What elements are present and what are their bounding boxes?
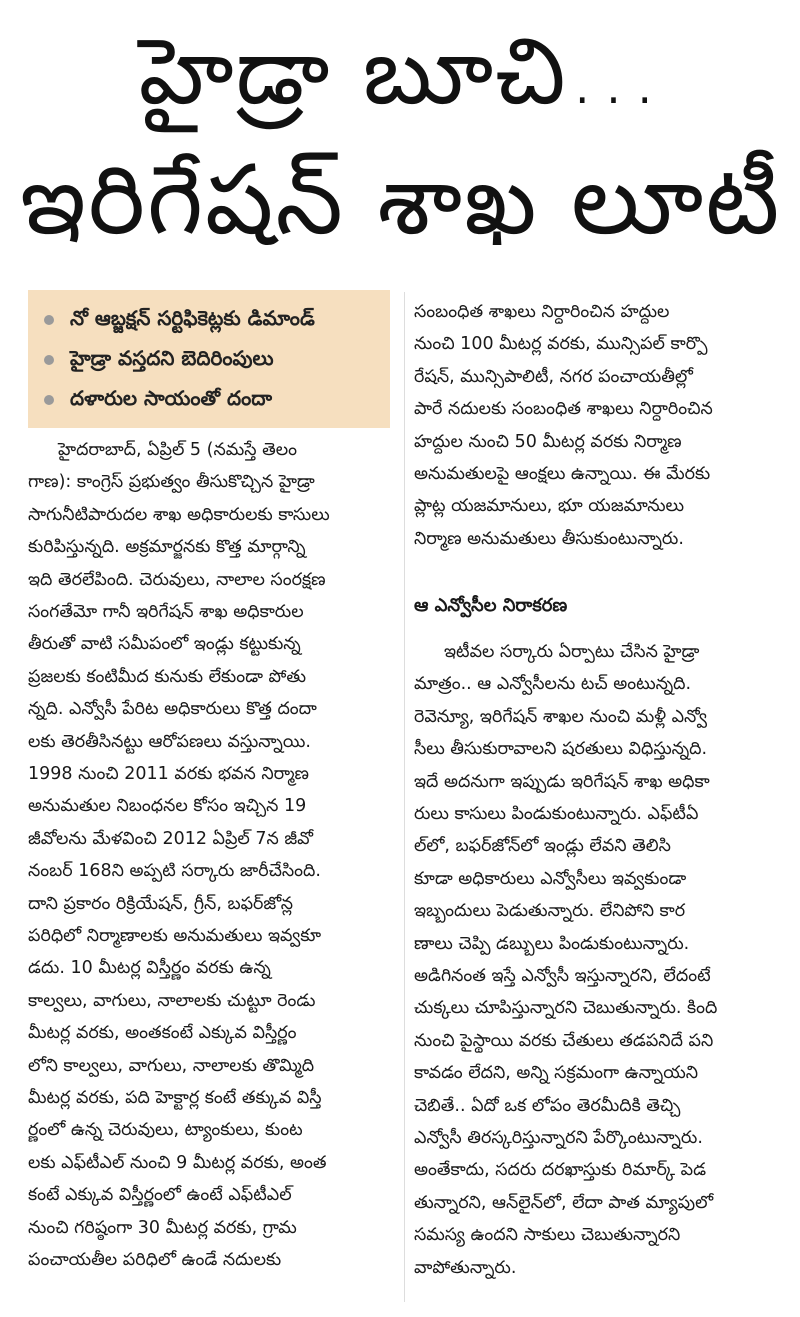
body-text-line: పంచాయతీల పరిధిలో ఉండే నదులకు bbox=[28, 1250, 282, 1270]
body-text-line: రెవెన్యూ, ఇరిగేషన్ శాఖల నుంచి మళ్లీ ఎన్వో bbox=[414, 706, 708, 727]
highlight-text: దళారుల సాయంతో దందా bbox=[70, 385, 273, 410]
body-text-line: సంబంధిత శాఖలు నిర్ధారించిన హద్దుల bbox=[414, 302, 670, 322]
column-divider bbox=[404, 292, 405, 1302]
headline-line-1: హైడ్రా బూచి... bbox=[138, 18, 662, 125]
body-text-line: కూడా అధికారులు ఎన్వోసీలు ఇవ్వకుండా bbox=[414, 868, 687, 889]
highlight-text: హైడ్రా వస్తదని బెదిరింపులు bbox=[70, 345, 274, 370]
bullet-icon bbox=[44, 395, 54, 405]
body-text-line: సంగతేమో గానీ ఇరిగేషన్ శాఖ అధికారుల bbox=[28, 602, 304, 622]
body-text-line: నుంచి పైస్థాయి వరకు చేతులు తడపనిదే పని bbox=[414, 1030, 714, 1051]
body-text-line: ఎన్వోసీ తిరస్కరిస్తున్నారని పేర్కొంటున్నారు. bbox=[414, 1128, 703, 1148]
body-text-line: చుక్కలు చూపిస్తున్నారని చెబుతున్నారు. కింది bbox=[414, 998, 718, 1019]
body-text-line: సాగునీటిపారుదల శాఖ అధికారులకు కాసులు bbox=[28, 504, 330, 525]
body-text-line: కాల్వలు, వాగులు, నాలాలకు చుట్టూ రెండు bbox=[28, 990, 316, 1011]
body-text-line: అంతేకాదు, సదరు దరఖాస్తుకు రిమార్క్ పెడ bbox=[414, 1160, 707, 1181]
body-text-line: ర్ణంలో ఉన్న చెరువులు, ట్యాంకులు, కుంట bbox=[28, 1120, 303, 1141]
body-text-line: నుంచి గరిష్ఠంగా 30 మీటర్ల వరకు, గ్రామ bbox=[28, 1217, 297, 1238]
body-text-line: జీవోలను మేళవించి 2012 ఏప్రిల్ 7న జీవో bbox=[28, 828, 314, 849]
body-text-line: మాత్రం.. ఆ ఎన్వోసీలను టచ్ అంటున్నది. bbox=[414, 674, 692, 695]
body-text-line: లకు తెరతీసినట్టు ఆరోపణలు వస్తున్నాయి. bbox=[28, 731, 311, 752]
body-text-line: ణాలు చెప్పి డబ్బులు పిండుకుంటున్నారు. bbox=[414, 933, 690, 954]
body-text-line: కావడం లేదని, అన్ని సక్రమంగా ఉన్నాయని bbox=[414, 1063, 699, 1084]
body-text-line: 1998 నుంచి 2011 వరకు భవన నిర్మాణ bbox=[28, 764, 309, 784]
body-text-line: వాపోతున్నారు. bbox=[414, 1257, 517, 1278]
bullet-icon bbox=[44, 355, 54, 365]
body-text-line: తున్నారని, ఆన్‌లైన్‌లో, లేదా పాత మ్యాపులో bbox=[414, 1192, 714, 1213]
body-text-line: హైదరాబాద్, ఏప్రిల్ 5 (నమస్తే తెలం bbox=[58, 440, 297, 460]
body-text-line: లోని కాల్వలు, వాగులు, నాలాలకు తొమ్మిది bbox=[28, 1055, 315, 1076]
body-text-line: గాణ): కాంగ్రెస్ ప్రభుత్వం తీసుకొచ్చిన హైడ్రా bbox=[28, 472, 315, 493]
body-text-line: సమస్య ఉందని సాకులు చెబుతున్నారని bbox=[414, 1225, 681, 1246]
highlight-item bbox=[44, 340, 380, 380]
body-text-line: ల్‌లో, బఫర్‌జోన్‌లో ఇండ్లు లేవని తెలిసి bbox=[414, 836, 671, 857]
body-text-line: నిర్మాణ అనుమతులు తీసుకుంటున్నారు. bbox=[414, 528, 684, 549]
body-text-line: రేషన్, మున్సిపాలిటీ, నగర పంచాయతీల్లో bbox=[414, 366, 693, 387]
highlights-box bbox=[28, 290, 390, 428]
body-text-line: లకు ఎఫ్‌టీఎల్ నుంచి 9 మీటర్ల వరకు, అంత bbox=[28, 1152, 327, 1173]
body-text-line: పరిధిలో నిర్మాణాలకు అనుమతులు ఇవ్వకూ bbox=[28, 926, 322, 946]
section-subheading: ఆ ఎన్వోసీల నిరాకరణ bbox=[414, 595, 568, 616]
body-text-line: కంటే ఎక్కువ విస్తీర్ణంలో ఉంటే ఎఫ్‌టీఎల్ bbox=[28, 1185, 292, 1206]
body-text-line: అనుమతులపై ఆంక్షలు ఉన్నాయి. ఈ మేరకు bbox=[414, 464, 711, 484]
body-text-line: ప్లాట్ల యజమానులు, భూ యజమానులు bbox=[414, 496, 684, 517]
body-text-line: తీరుతో వాటి సమీపంలో ఇండ్లు కట్టుకున్న bbox=[28, 634, 301, 655]
body-text-line: హద్దుల నుంచి 50 మీటర్ల వరకు నిర్మాణ bbox=[414, 431, 682, 452]
body-text-line: అడిగినంత ఇస్తే ఎన్వోసీ ఇస్తున్నారని, లేదంటే bbox=[414, 966, 711, 986]
highlight-item bbox=[44, 380, 380, 420]
bullet-icon bbox=[44, 315, 54, 325]
body-text-line: డదు. 10 మీటర్ల విస్తీర్ణం వరకు ఉన్న bbox=[28, 958, 271, 979]
body-text-line: న్నది. ఎన్వోసీ పేరిట అధికారులు కొత్త దందా bbox=[28, 699, 317, 720]
body-text-line: ఇది తెరలేపింది. చెరువులు, నాలాల సంరక్షణ bbox=[28, 569, 326, 590]
body-text-line: నుంచి 100 మీటర్ల వరకు, మున్సిపల్ కార్పొ bbox=[414, 334, 708, 355]
highlight-text: నో ఆబ్జక్షన్ సర్టిఫికెట్లకు డిమాండ్ bbox=[70, 305, 315, 330]
body-text-line: దాని ప్రకారం రిక్రియేషన్, గ్రీన్, బఫర్‌జోన్ల bbox=[28, 893, 294, 914]
body-text-line: రులు కాసులు పిండుకుంటున్నారు. ఎఫ్‌టీఏ bbox=[414, 804, 699, 824]
body-text-line: ఇదే అదనుగా ఇప్పుడు ఇరిగేషన్ శాఖ అధికా bbox=[414, 771, 710, 792]
body-text-line: ప్రజలకు కంటిమీద కునుకు లేకుండా పోతు bbox=[28, 666, 306, 687]
body-text-line: కురిపిస్తున్నది. అక్రమార్జనకు కొత్త మార్గాన్ని bbox=[28, 537, 306, 558]
body-text-line: ఇబ్బందులు పెడుతున్నారు. లేనిపోని కార bbox=[414, 901, 686, 922]
body-text-line: ఇటీవల సర్కారు ఏర్పాటు చేసిన హైడ్రా bbox=[444, 642, 700, 662]
body-text-line: సీలు తీసుకురావాలని షరతులు విధిస్తున్నది. bbox=[414, 739, 708, 760]
body-text-line: నంబర్ 168ని అప్పటి సర్కారు జారీచేసింది. bbox=[28, 861, 321, 882]
headline-line-2: ఇరిగేషన్ శాఖ లూటీ bbox=[20, 144, 782, 256]
body-text-line: మీటర్ల వరకు, పది హెక్టార్ల కంటే తక్కువ విస్తీ bbox=[28, 1088, 322, 1108]
body-text-line: పారే నదులకు సంబంధిత శాఖలు నిర్ధారించిన bbox=[414, 399, 713, 420]
body-text-line: మీటర్ల వరకు, అంతకంటే ఎక్కువ విస్తీర్ణం bbox=[28, 1023, 297, 1044]
highlight-item bbox=[44, 300, 380, 340]
body-text-line: చెబితే.. ఏదో ఒక లోపం తెరమీదికి తెచ్చి bbox=[414, 1095, 681, 1116]
body-text-line: అనుమతుల నిబంధనల కోసం ఇచ్చిన 19 bbox=[28, 796, 307, 817]
